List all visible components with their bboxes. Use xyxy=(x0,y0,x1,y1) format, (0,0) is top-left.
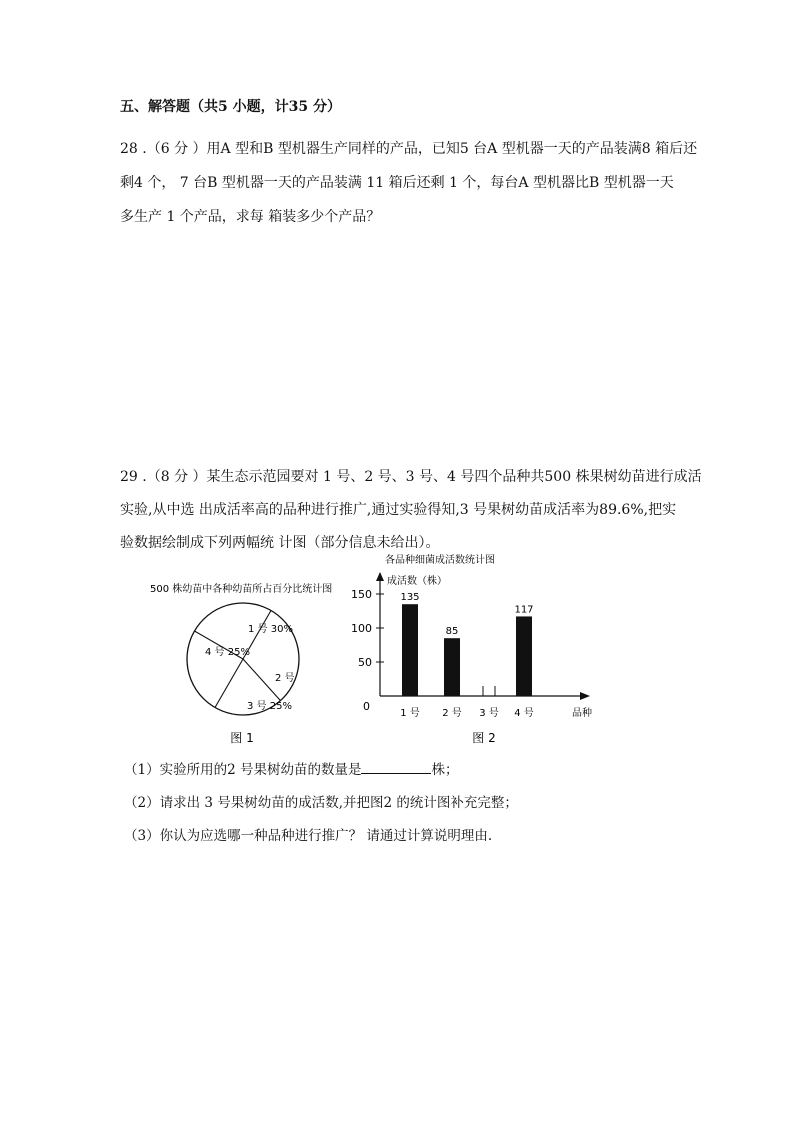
pie-label-4: 4 号 25% xyxy=(205,647,250,658)
bar-2 xyxy=(444,638,460,696)
bar-chart-caption: 图 2 xyxy=(472,731,496,745)
y-tick-label-2: 100 xyxy=(351,622,372,635)
bar-value-label-4: 117 xyxy=(514,604,534,616)
pie-label-1: 1 号 30% xyxy=(248,624,293,635)
q29-sub-1 xyxy=(124,758,458,778)
q28-line-3: 多生产 1 个产品，求每 箱装多少个产品？ xyxy=(120,209,381,225)
pie-label-2: 2 号 xyxy=(275,673,295,684)
x-tick-label-1: 1 号 xyxy=(400,708,420,719)
answer-blank[interactable] xyxy=(361,759,431,774)
x-tick-label-3: 3 号 xyxy=(479,708,499,719)
section-title: 五、解答题（共5 小题，计35 分） xyxy=(120,99,341,115)
pie-slices xyxy=(187,603,299,715)
q29-sub-3: （3）你认为应选哪一种品种进行推广？ 请通过计算说明理由. xyxy=(124,828,493,844)
y-axis-arrow xyxy=(376,572,384,581)
bar-chart-xlabel: 品种 xyxy=(572,708,592,719)
q29-sub-1-unit: 株； xyxy=(431,762,459,778)
bar-value-label-2: 85 xyxy=(445,626,459,638)
bar-chart-ylabel: 成活数（株） xyxy=(387,576,447,587)
bar-4 xyxy=(516,616,532,696)
q29-sub-1-text: （1）实验所用的2 号果树幼苗的数量是 xyxy=(124,762,362,778)
bar-1 xyxy=(402,604,418,696)
pie-slice-3 xyxy=(215,659,243,707)
bar-chart-title: 各品种细菌成活数统计图 xyxy=(385,555,495,566)
pie-chart-title: 500 株幼苗中各种幼苗所占百分比统计图 xyxy=(150,584,333,595)
x-tick-label-2: 2 号 xyxy=(442,708,462,719)
y-tick-label-1: 50 xyxy=(358,656,372,669)
q28-line-2: 剩4 个， 7 台B 型机器一天的产品装满 11 箱后还剩 1 个，每台A 型机器比B 型机器一天 xyxy=(120,175,674,191)
q29-line-3: 验数据绘制成下列两幅统 计图（部分信息未给出）。 xyxy=(120,535,440,551)
bar-chart-figure xyxy=(350,548,595,750)
x-tick-label-4: 4 号 xyxy=(514,708,534,719)
pie-chart-figure xyxy=(140,570,350,750)
y-tick-label-0: 0 xyxy=(363,700,370,713)
y-tick-label-3: 150 xyxy=(351,588,372,601)
q29-line-2: 实验,从中选 出成活率高的品种进行推广,通过实验得知,3 号果树幼苗成活率为89.6%,把实 xyxy=(120,502,677,518)
q29-line-1: 29 .（8 分 ）某生态示范园要对 1 号、2 号、3 号、4 号四个品种共500 株果树幼苗进行成活 xyxy=(120,469,702,485)
bar-value-label-1: 135 xyxy=(400,592,420,604)
bar-plot-area xyxy=(351,572,590,719)
pie-label-3: 3 号 25% xyxy=(247,701,292,712)
q29-sub-2: （2）请求出 3 号果树幼苗的成活数,并把图2 的统计图补充完整； xyxy=(124,795,518,811)
pie-chart-caption: 图 1 xyxy=(230,731,254,745)
x-axis-arrow xyxy=(580,692,590,700)
q28-line-1: 28 .（6 分 ）用A 型和B 型机器生产同样的产品，已知5 台A 型机器一天的产品装满8 箱后还 xyxy=(120,141,698,157)
